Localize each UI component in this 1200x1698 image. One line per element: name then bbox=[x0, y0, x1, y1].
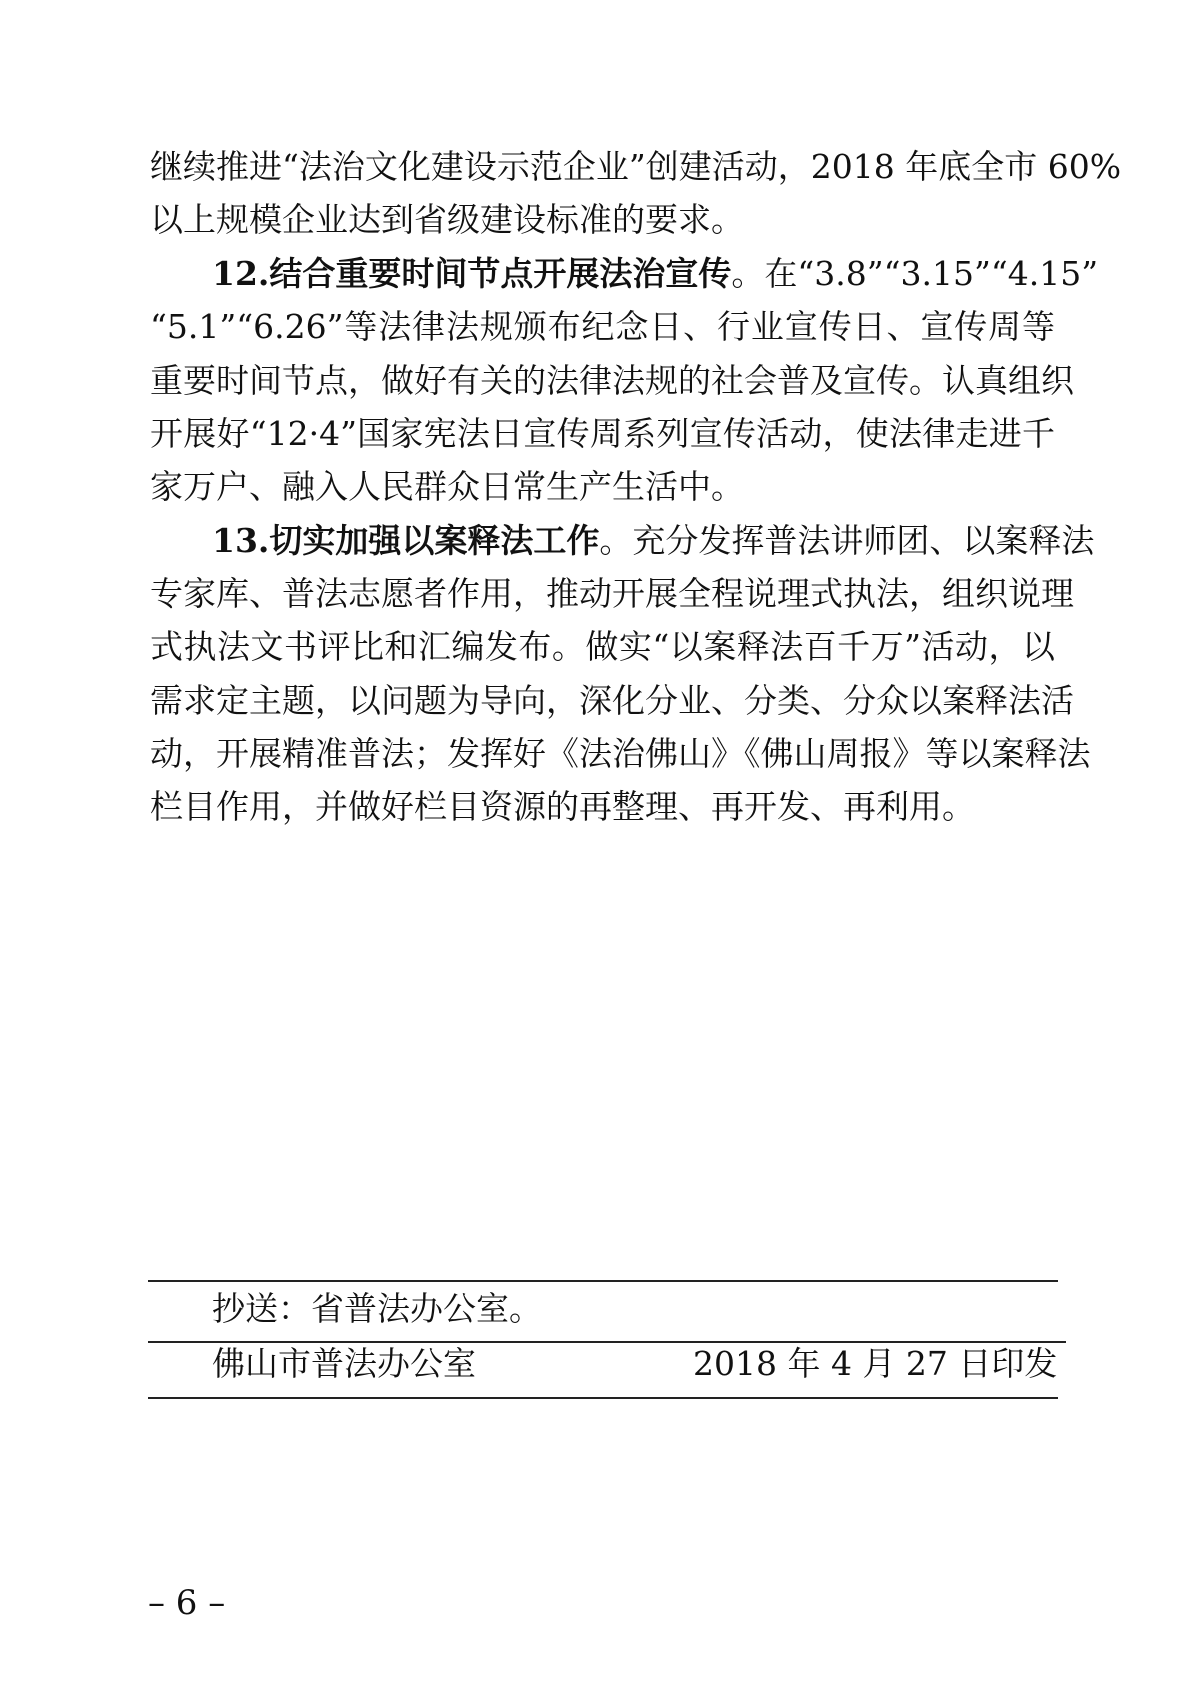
item13-first-line bbox=[212, 521, 1095, 561]
body-line: 重要时间节点，做好有关的法律法规的社会普及宣传。认真组织 bbox=[150, 361, 1074, 400]
body-line: 需求定主题，以问题为导向，深化分业、分类、分众以案释法活 bbox=[150, 681, 1074, 720]
item13-heading: 13.切实加强以案释法工作 bbox=[212, 521, 600, 560]
item12-first-line bbox=[212, 254, 1099, 294]
body-line: “5.1”“6.26”等法律法规颁布纪念日、行业宣传日、宣传周等 bbox=[150, 307, 1055, 346]
body-line: 以上规模企业达到省级建设标准的要求。 bbox=[150, 200, 744, 239]
page-number: – 6 – bbox=[148, 1583, 226, 1623]
footer-top-rule bbox=[148, 1280, 1058, 1282]
footer-middle-rule bbox=[148, 1341, 1066, 1343]
body-line: 继续推进“法治文化建设示范企业”创建活动，2018 年底全市 60% bbox=[150, 147, 1122, 186]
cc-line: 抄送：省普法办公室。 bbox=[212, 1289, 542, 1328]
body-line: 家万户、融入人民群众日常生产生活中。 bbox=[150, 467, 744, 506]
body-line: 开展好“12·4”国家宪法日宣传周系列宣传活动，使法律走进千 bbox=[150, 414, 1055, 453]
item12-heading: 12.结合重要时间节点开展法治宣传 bbox=[212, 254, 732, 293]
body-line: 栏目作用，并做好栏目资源的再整理、再开发、再利用。 bbox=[150, 787, 975, 826]
issuer-name: 佛山市普法办公室 bbox=[212, 1344, 476, 1383]
issue-date: 2018 年 4 月 27 日印发 bbox=[693, 1344, 1058, 1383]
footer-bottom-rule bbox=[148, 1397, 1058, 1399]
body-line: 专家库、普法志愿者作用，推动开展全程说理式执法，组织说理 bbox=[150, 574, 1074, 613]
item12-text: 。在“3.8”“3.15”“4.15” bbox=[731, 254, 1099, 293]
body-line: 式执法文书评比和汇编发布。做实“以案释法百千万”活动，以 bbox=[150, 627, 1055, 666]
item13-text: 。充分发挥普法讲师团、以案释法 bbox=[599, 521, 1095, 560]
body-line: 动，开展精准普法；发挥好《法治佛山》《佛山周报》等以案释法 bbox=[150, 734, 1091, 773]
